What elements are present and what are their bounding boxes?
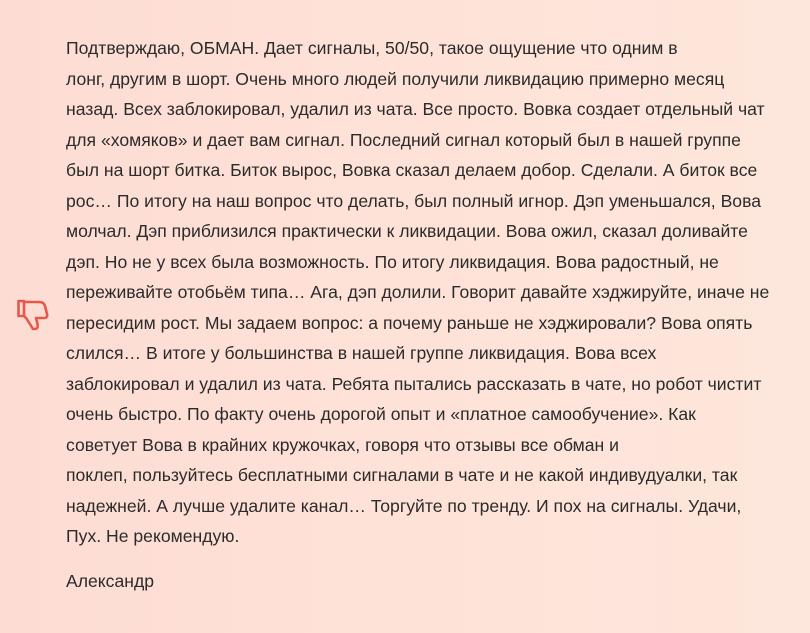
review-line: Подтверждаю, ОБМАН. Дает сигналы, 50/50, такое ощущение что одним в xyxy=(66,38,678,58)
review-line: назад. Всех заблокировал, удалил из чата. Все просто. Вовка создает отдельный чат xyxy=(66,99,765,119)
review-line: рос… По итогу на наш вопрос что делать, был полный игнор. Дэп уменьшался, Вова xyxy=(66,190,762,211)
review-line: слился… В итоге у большинства в нашей группе ликвидация. Вова всех xyxy=(66,343,657,363)
thumbs-down-icon xyxy=(14,296,50,332)
review-line: дэп. Но не у всех была возможность. По итогу ликвидация. Вова радостный, не xyxy=(66,251,719,272)
review-line: лонг, другим в шорт. Очень много людей получили ликвидацию примерно месяц xyxy=(66,68,725,89)
review-line: переживайте отобьём типа… Ага, дэп долили. Говорит давайте хэджируйте, иначе не xyxy=(66,282,770,302)
review-author: Александр xyxy=(66,571,155,591)
review-line: молчал. Дэп приблизился практически к ликвидации. Вова ожил, сказал доливайте xyxy=(66,221,748,241)
review-line: был на шорт битка. Биток вырос, Вовка сказал делаем добор. Сделали. А биток все xyxy=(66,160,758,180)
review-line: Пух. Не рекомендую. xyxy=(66,526,240,546)
review-line: заблокировал и удалил из чата. Ребята пытались рассказать в чате, но робот чистит xyxy=(66,373,762,394)
review-line: для «хомяков» и дает вам сигнал. Последний сигнал который был в нашей группе xyxy=(66,129,741,150)
review-line: надежней. А лучше удалите канал… Торгуйте по тренду. И пох на сигналы. Удачи, xyxy=(66,495,742,516)
review-line: пересидим рост. Мы задаем вопрос: а почему раньше не хэджировали? Вова опять xyxy=(66,312,753,333)
review-line: очень быстро. По факту очень дорогой опыт и «платное самообучение». Как xyxy=(66,404,696,424)
review-text xyxy=(66,33,796,552)
review-line: советует Вова в крайних кружочках, говоря что отзывы все обман и xyxy=(66,434,619,455)
review-line: поклеп, пользуйтесь бесплатными сигналами в чате и не какой индивудуалки, так xyxy=(66,465,738,485)
